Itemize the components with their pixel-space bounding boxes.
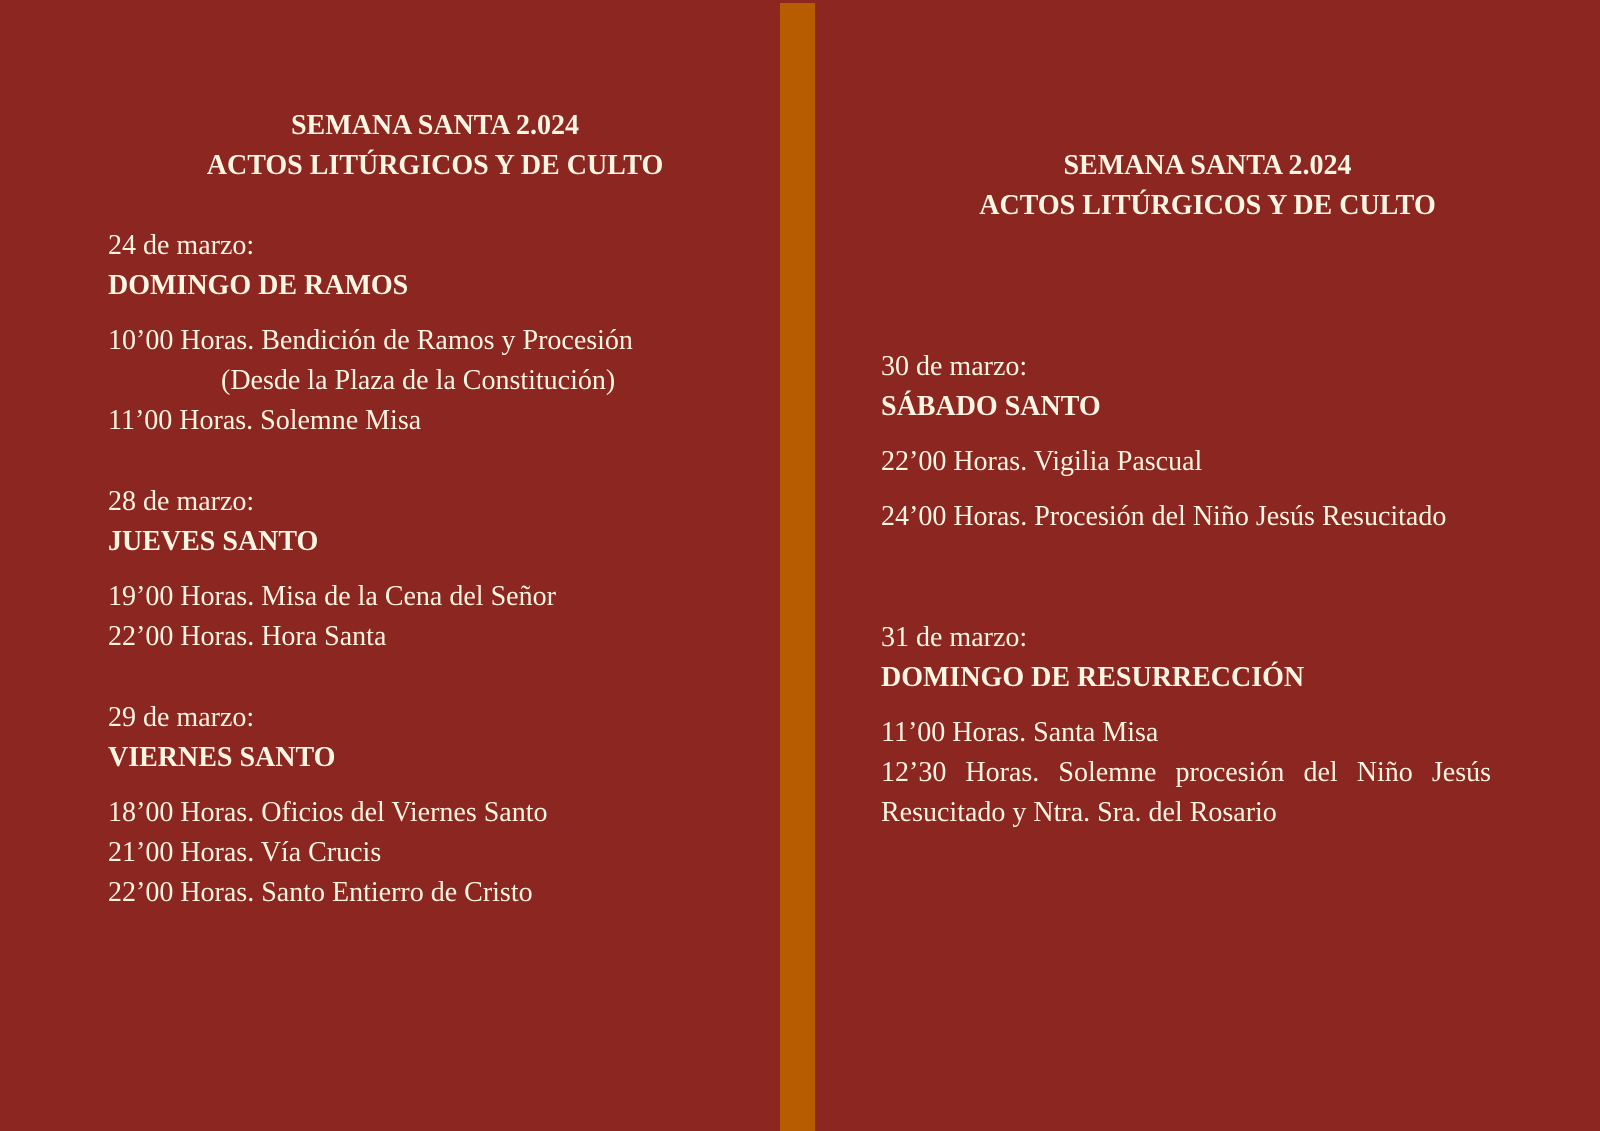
section-date: 24 de marzo: (108, 230, 255, 261)
section-day-name: VIERNES SANTO (108, 742, 336, 773)
section-day-name: DOMINGO DE RAMOS (108, 270, 409, 301)
event-item: 11’00 Horas. Santa Misa (881, 717, 1159, 748)
right-page-header (845, 146, 1570, 226)
event-list (108, 577, 688, 657)
event-item-note: (Desde la Plaza de la Constitución) (221, 365, 616, 396)
event-item: 18’00 Horas. Oficios del Viernes Santo (108, 797, 548, 828)
section-domingo-de-ramos (108, 226, 688, 441)
section-day-name: SÁBADO SANTO (881, 391, 1101, 422)
section-viernes-santo (108, 698, 688, 913)
event-item: 11’00 Horas. Solemne Misa (108, 405, 422, 436)
section-day-name: DOMINGO DE RESURRECCIÓN (881, 662, 1305, 693)
section-sabado-santo (881, 347, 1491, 537)
section-date: 31 de marzo: (881, 622, 1028, 653)
left-page (0, 0, 780, 1131)
event-item: 10’00 Horas. Bendición de Ramos y Procesión (108, 325, 633, 356)
section-jueves-santo (108, 482, 688, 657)
header-subtitle: ACTOS LITÚRGICOS Y DE CULTO (979, 190, 1436, 221)
section-date: 29 de marzo: (108, 702, 255, 733)
header-title: SEMANA SANTA 2.024 (1063, 150, 1352, 181)
center-fold-divider (780, 3, 815, 1131)
event-list (881, 442, 1491, 537)
event-item: 22’00 Horas. Hora Santa (108, 621, 387, 652)
section-date: 30 de marzo: (881, 351, 1028, 382)
event-item: 22’00 Horas. Vigilia Pascual (881, 446, 1203, 477)
event-list (108, 321, 688, 441)
section-date: 28 de marzo: (108, 486, 255, 517)
event-list (881, 713, 1491, 833)
header-title: SEMANA SANTA 2.024 (290, 110, 580, 141)
section-domingo-de-resurreccion (881, 618, 1491, 833)
event-item: 21’00 Horas. Vía Crucis (108, 837, 382, 868)
right-page (815, 0, 1600, 1131)
event-item: 24’00 Horas. Procesión del Niño Jesús Resucitado (881, 501, 1447, 532)
event-item: 22’00 Horas. Santo Entierro de Cristo (108, 877, 533, 908)
header-subtitle: ACTOS LITÚRGICOS Y DE CULTO (206, 150, 664, 181)
event-item: 12’30 Horas. Solemne procesión del Niño Jesús Resucitado y Ntra. Sra. del Rosario (881, 757, 1491, 828)
event-item: 19’00 Horas. Misa de la Cena del Señor (108, 581, 556, 612)
section-day-name: JUEVES SANTO (108, 526, 319, 557)
event-list (108, 793, 688, 913)
left-page-header (100, 106, 770, 186)
